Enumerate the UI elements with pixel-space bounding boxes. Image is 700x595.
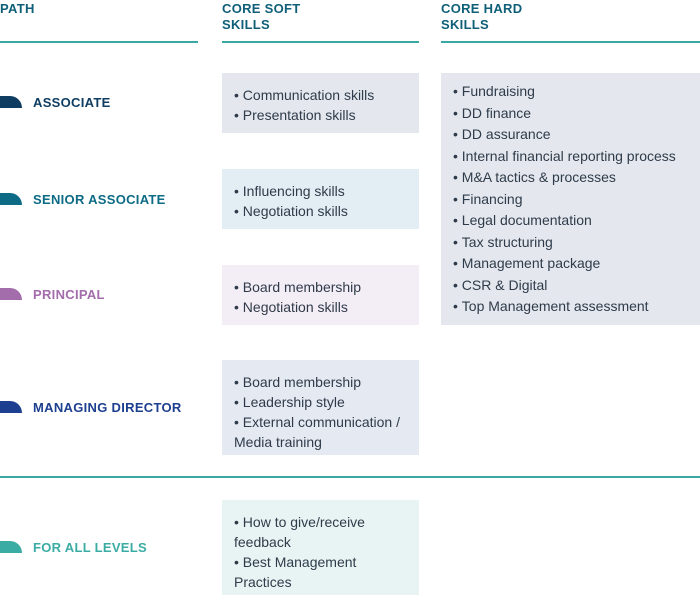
path-senior-associate — [0, 189, 166, 209]
header-rule-hard — [441, 41, 700, 43]
path-label: PRINCIPAL — [33, 286, 105, 302]
skill-item: • Communication skills — [234, 85, 411, 105]
header-rule-soft — [222, 41, 419, 43]
path-for-all-levels — [0, 537, 147, 557]
skill-item: • Negotiation skills — [234, 297, 411, 317]
header-rule-path — [0, 41, 198, 43]
path-associate — [0, 92, 111, 112]
header-soft-line1: CORE SOFT — [222, 1, 301, 16]
hard-skill-item: • Tax structuring — [453, 232, 692, 254]
path-tab-icon — [0, 541, 22, 553]
skill-item: • Board membership — [234, 277, 411, 297]
soft-skills-for-all-levels — [222, 500, 419, 595]
header-soft-skills — [222, 1, 301, 33]
header-path — [0, 1, 35, 17]
path-principal — [0, 284, 105, 304]
soft-skills-managing-director — [222, 360, 419, 455]
header-path-label: PATH — [0, 1, 35, 16]
skill-item: • Board membership — [234, 372, 411, 392]
hard-skill-item: • DD assurance — [453, 124, 692, 146]
section-divider — [0, 476, 700, 478]
hard-skill-item: • Financing — [453, 189, 692, 211]
path-tab-icon — [0, 288, 22, 300]
soft-skills-associate — [222, 73, 419, 133]
hard-skill-item: • Management package — [453, 253, 692, 275]
hard-skills-box — [441, 73, 700, 325]
header-hard-line1: CORE HARD — [441, 1, 523, 16]
path-tab-icon — [0, 401, 22, 413]
soft-skills-senior-associate — [222, 169, 419, 229]
soft-skills-principal — [222, 265, 419, 325]
skill-item: • How to give/receive feedback — [234, 512, 411, 552]
skill-item: • Presentation skills — [234, 105, 411, 125]
header-hard-skills — [441, 1, 522, 33]
skill-item: • Influencing skills — [234, 181, 411, 201]
path-label: ASSOCIATE — [33, 94, 111, 110]
path-label: FOR ALL LEVELS — [33, 539, 147, 555]
hard-skill-item: • CSR & Digital — [453, 275, 692, 297]
path-label: SENIOR ASSOCIATE — [33, 191, 166, 207]
skill-item: • External communication / Media training — [234, 412, 411, 452]
hard-skill-item: • M&A tactics & processes — [453, 167, 692, 189]
header-soft-line2: SKILLS — [222, 17, 271, 32]
path-label: MANAGING DIRECTOR — [33, 399, 182, 415]
skill-item: • Negotiation skills — [234, 201, 411, 221]
header-hard-line2: SKILLS — [441, 17, 490, 32]
hard-skill-item: • Internal financial reporting process — [453, 146, 692, 168]
hard-skill-item: • DD finance — [453, 103, 692, 125]
skill-item: • Leadership style — [234, 392, 411, 412]
skill-item: • Best Management Practices — [234, 552, 411, 592]
hard-skill-item: • Fundraising — [453, 81, 692, 103]
path-tab-icon — [0, 193, 22, 205]
path-tab-icon — [0, 96, 22, 108]
hard-skill-item: • Top Management assessment — [453, 296, 692, 318]
path-managing-director — [0, 397, 182, 417]
hard-skill-item: • Legal documentation — [453, 210, 692, 232]
